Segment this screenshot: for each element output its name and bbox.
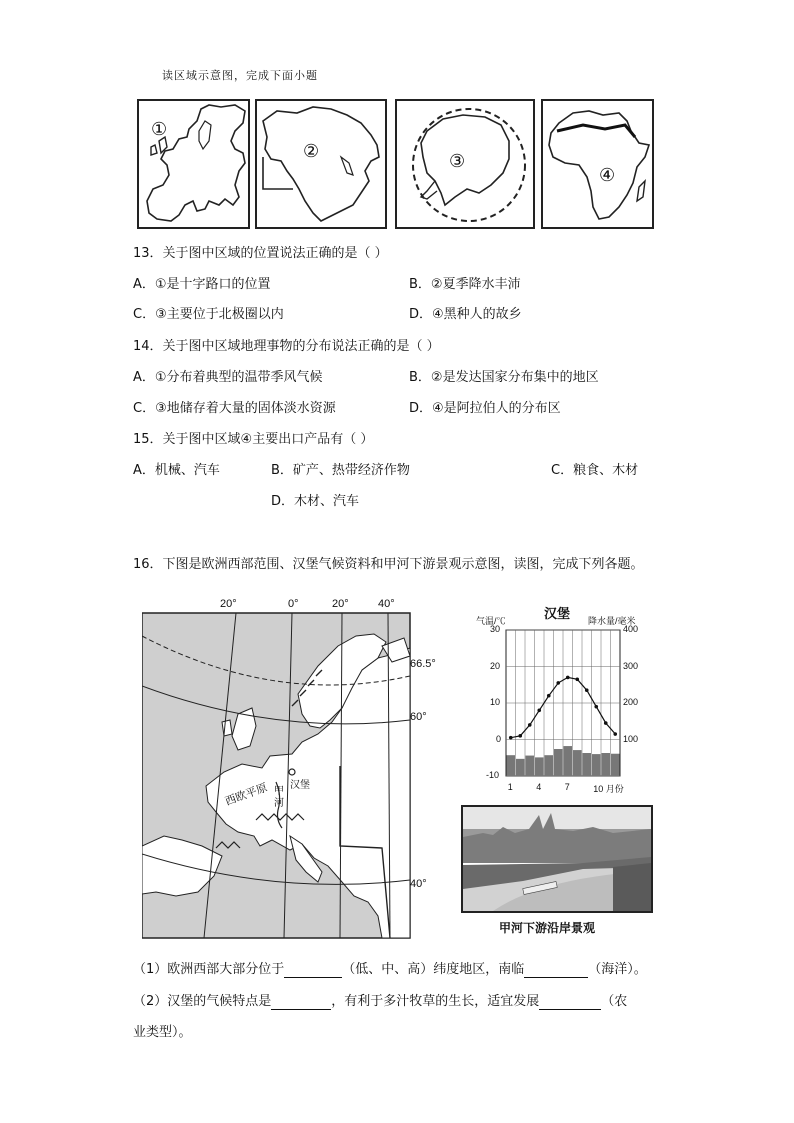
- chart-ylabel-right: 降水量/毫米: [588, 616, 636, 626]
- chart-ylabel-left: 气温/℃: [476, 616, 506, 626]
- region-marker-3: ③: [449, 151, 466, 172]
- precip-tick-label: 300: [623, 660, 639, 671]
- region-map-africa: [541, 99, 654, 229]
- precip-tick-label: 200: [623, 697, 639, 707]
- europe-map-graphic: [142, 596, 442, 941]
- precip-bar: [535, 757, 544, 776]
- sub1-blank-latitude[interactable]: [284, 963, 342, 978]
- temp-tick-label: 30: [490, 624, 501, 634]
- hamburg-climate-chart: [470, 600, 645, 800]
- temp-tick-label: -10: [486, 770, 500, 780]
- q14-option-a[interactable]: A．①分布着典型的温带季风气候: [133, 370, 323, 385]
- temp-point: [575, 677, 579, 681]
- region-marker-2: ②: [303, 141, 320, 162]
- sub1-text-3: （海洋）。: [588, 962, 647, 977]
- q14-option-b[interactable]: B．②是发达国家分布集中的地区: [409, 370, 599, 385]
- q15-option-b[interactable]: B．矿产、热带经济作物: [271, 463, 410, 478]
- temp-point: [613, 732, 617, 736]
- q15-stem: 15．关于图中区域④主要出口产品有（ ）: [133, 432, 374, 447]
- q15-option-a[interactable]: A．机械、汽车: [133, 463, 220, 478]
- temp-point: [518, 734, 522, 738]
- q14-option-d[interactable]: D．④是阿拉伯人的分布区: [409, 401, 561, 416]
- precip-bar: [592, 754, 601, 776]
- precip-tick-label: 100: [623, 733, 639, 744]
- month-tick-label: 7: [564, 782, 570, 792]
- lon-label-20w: 20°: [220, 598, 237, 610]
- q15-option-d[interactable]: D．木材、汽车: [271, 494, 360, 509]
- temp-point: [594, 705, 598, 709]
- intro-text: 读区域示意图，完成下面小题: [162, 69, 318, 82]
- river-photo: [461, 805, 653, 913]
- sub1-text-1: （1）欧洲西部大部分位于: [133, 962, 285, 977]
- precip-bar: [516, 759, 525, 776]
- q16-stem: 16．下图是欧洲西部范围、汉堡气候资料和甲河下游景观示意图，读图，完成下列各题。: [133, 557, 644, 572]
- q13-option-c[interactable]: C．③主要位于北极圈以内: [133, 307, 284, 322]
- q13-option-d[interactable]: D．④黑种人的故乡: [409, 307, 522, 322]
- temp-point: [566, 676, 570, 680]
- q13-stem: 13．关于图中区域的位置说法正确的是（ ）: [133, 246, 388, 261]
- lon-label-20e: 20°: [332, 598, 349, 610]
- temp-tick-label: 10: [490, 697, 501, 707]
- lat-label-66: 66.5°: [410, 658, 436, 670]
- precip-tick-label: 400: [623, 624, 639, 634]
- precip-bar: [583, 753, 592, 776]
- africa-outline-icon: [543, 101, 652, 227]
- temp-point: [585, 688, 589, 692]
- precip-bar: [554, 749, 563, 776]
- q13-option-b[interactable]: B．②夏季降水丰沛: [409, 277, 521, 292]
- river-label: 甲河: [274, 786, 284, 809]
- temp-point: [509, 736, 513, 740]
- sub2-text-4: 业类型）。: [133, 1025, 192, 1040]
- region-map-antarctica: [395, 99, 535, 229]
- lon-label-0: 0°: [288, 598, 299, 610]
- temp-point: [537, 709, 541, 713]
- sub1-blank-ocean[interactable]: [524, 963, 588, 978]
- region-map-middle-east: [255, 99, 387, 229]
- q14-option-c[interactable]: C．③地储存着大量的固体淡水资源: [133, 401, 336, 416]
- temp-point: [556, 681, 560, 685]
- region-marker-4: ④: [599, 165, 616, 186]
- river-landscape-image: [463, 807, 651, 911]
- plain-label: 西欧平原: [223, 781, 270, 809]
- temp-point: [604, 721, 608, 725]
- q15-option-c[interactable]: C．粮食、木材: [551, 463, 639, 478]
- q13-option-a[interactable]: A．①是十字路口的位置: [133, 277, 271, 292]
- temp-point: [547, 694, 551, 698]
- sub1-line: [133, 962, 647, 978]
- region-map-europe: [137, 99, 250, 229]
- temp-tick-label: 20: [490, 660, 501, 671]
- temp-point: [528, 723, 532, 727]
- month-tick-label: 4: [536, 782, 542, 792]
- sub1-text-2: （低、中、高）纬度地区，南临: [342, 962, 525, 977]
- precip-bar: [611, 754, 620, 776]
- sub2-blank-agriculture[interactable]: [539, 995, 601, 1010]
- sub2-text-2: ，有利于多汁牧草的生长，适宜发展: [331, 994, 540, 1009]
- chart-title: 汉堡: [544, 606, 571, 621]
- temp-tick-label: 0: [496, 733, 502, 744]
- region-marker-1: ①: [151, 119, 168, 140]
- middle-east-outline-icon: [257, 101, 385, 227]
- sub2-line: [133, 994, 627, 1010]
- lat-label-60: 60°: [410, 711, 427, 723]
- lat-label-40: 40°: [410, 878, 427, 890]
- sub2-text-1: （2）汉堡的气候特点是: [133, 994, 272, 1009]
- lon-label-40e: 40°: [378, 598, 395, 610]
- month-tick-label: 10 月份: [593, 784, 624, 794]
- precip-bar: [573, 750, 582, 776]
- precip-bar: [526, 756, 535, 776]
- europe-west-map: [142, 596, 442, 941]
- sub2-text-3: （农: [601, 994, 628, 1009]
- city-label-hamburg: 汉堡: [290, 780, 310, 791]
- precip-bar: [545, 755, 554, 776]
- month-tick-label: 1: [507, 782, 513, 792]
- photo-caption: 甲河下游沿岸景观: [499, 921, 596, 935]
- precip-bar: [602, 753, 611, 776]
- q14-stem: 14．关于图中区域地理事物的分布说法正确的是（ ）: [133, 339, 440, 354]
- precip-bar: [564, 746, 573, 776]
- precip-bar: [507, 755, 516, 776]
- sub2-blank-climate[interactable]: [271, 995, 331, 1010]
